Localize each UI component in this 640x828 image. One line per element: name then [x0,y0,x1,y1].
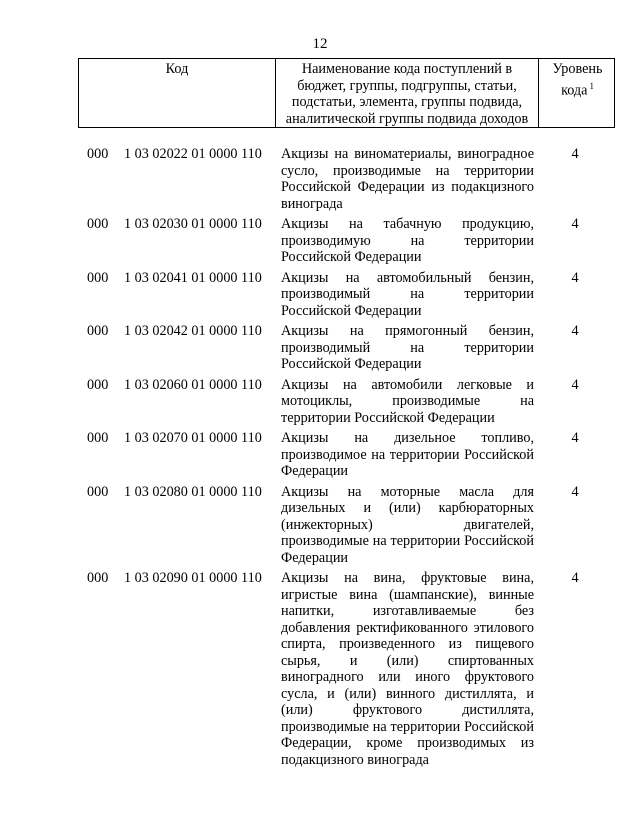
row-level: 4 [571,323,579,339]
row-level: 4 [571,570,579,586]
row-code: 1 03 02022 01 0000 110 [124,146,262,162]
header-level-footnote: 1 [589,80,594,91]
table-header [78,58,615,128]
row-group: 000 [87,323,109,339]
row-group: 000 [87,216,109,232]
row-code: 1 03 02080 01 0000 110 [124,483,262,500]
table-row [0,323,640,373]
row-code: 1 03 02030 01 0000 110 [124,216,262,232]
row-level: 4 [571,146,579,162]
row-name: Акцизы на прямогонный бензин, производимый на территории Российской Федерации [281,323,534,372]
row-code: 1 03 02060 01 0000 110 [124,376,262,393]
row-code: 1 03 02090 01 0000 110 [124,570,262,586]
row-group: 000 [87,570,109,586]
row-name: Акцизы на вина, фруктовые вина, игристые вина (шампанские), винные напитки, изготавливаемые без добавления ректификованного этилового спирта, произведенного из пищевого сырья, и (или) спиртованных виноградного или иного фруктового сусла, и (или) винного дистиллята, и (или) фруктового дистиллята, производимые на территории Российской Федерации, кроме производимых из подакцизного винограда [281,570,534,768]
row-group: 000 [87,483,109,500]
row-level: 4 [571,376,579,393]
table-row [0,570,640,768]
row-level: 4 [571,430,579,446]
row-name: Акцизы на табачную продукцию, производимую на территории Российской Федерации [281,216,534,265]
row-group: 000 [87,146,109,162]
row-name: Акцизы на автомобили легковые и мотоциклы, производимые на территории Российской Федерации [281,376,534,426]
row-group: 000 [87,376,109,393]
row-name: Акцизы на дизельное топливо, производимое на территории Российской Федерации [281,430,534,479]
table-body [0,146,640,768]
table-row [0,377,640,427]
table-row [0,146,640,212]
row-group: 000 [87,269,109,286]
header-level-label: Уровень кода [552,61,603,99]
row-group: 000 [87,430,109,446]
row-level: 4 [571,216,579,232]
row-code: 1 03 02042 01 0000 110 [124,323,262,339]
header-code: Код [79,59,276,127]
table-row [0,430,640,480]
row-name: Акцизы на виноматериалы, виноградное сусло, производимые на территории Российской Федерации из подакцизного винограда [281,146,534,212]
row-name: Акцизы на автомобильный бензин, производимый на территории Российской Федерации [281,269,534,319]
table-row [0,216,640,266]
row-code: 1 03 02041 01 0000 110 [124,269,262,286]
page-number: 12 [312,36,328,52]
table-row [0,270,640,320]
table-row [0,484,640,567]
header-name: Наименование кода поступлений в бюджет, группы, подгруппы, статьи, подстатьи, элемента, группы подвида, аналитической группы подвида доходов [276,59,539,127]
header-level [539,59,616,127]
row-name: Акцизы на моторные масла для дизельных и (или) карбюраторных (инжекторных) двигателей, производимые на территории Российской Федерации [281,483,534,566]
row-level: 4 [571,269,579,286]
row-code: 1 03 02070 01 0000 110 [124,430,262,446]
row-level: 4 [571,483,579,500]
